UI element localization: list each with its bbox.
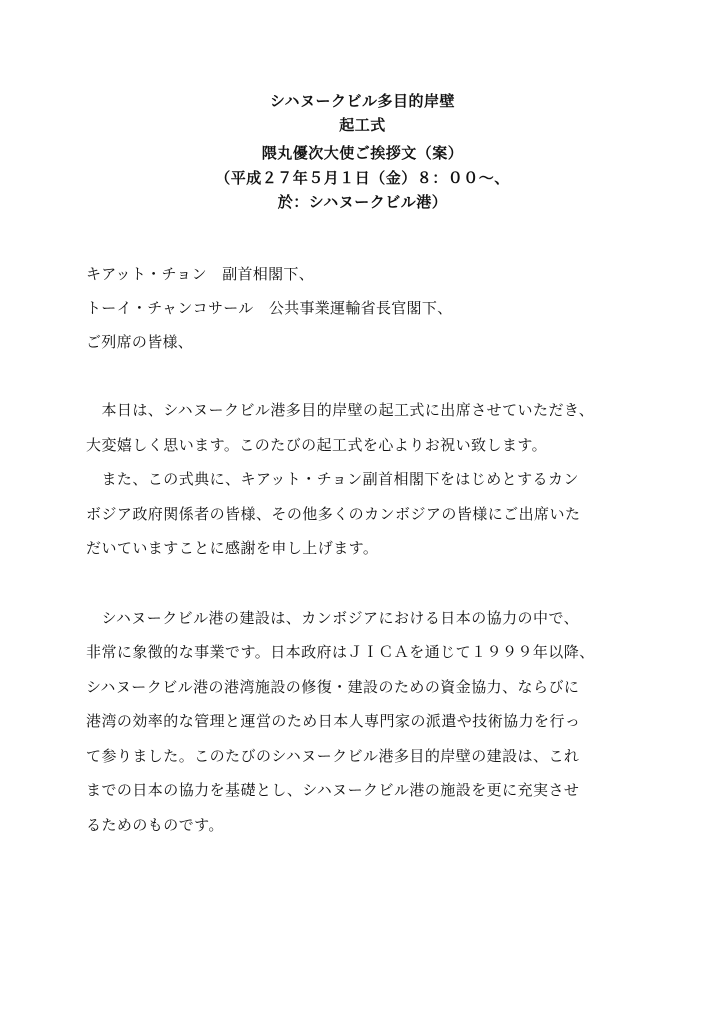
- text-line: るためのものです。: [86, 815, 224, 834]
- text-line: シハヌークビル港の建設は、カンボジアにおける日本の協力の中で、: [86, 608, 580, 627]
- text-line: までの日本の協力を基礎とし、シハヌークビル港の施設を更に充実させ: [86, 781, 580, 799]
- text-line: て参りました。このたびのシハヌークビル港多目的岸壁の建設は、これ: [86, 746, 580, 765]
- salutation-line: キアット・チョン 副首相閣下、: [86, 265, 315, 283]
- paragraph: [86, 462, 646, 566]
- document-header: [0, 89, 725, 214]
- text-line: 非常に象徴的な事業です。日本政府はＪＩＣＡを通じて１９９９年以降、: [86, 643, 595, 661]
- salutation-block: [86, 257, 686, 359]
- paragraph-gap: [86, 566, 646, 601]
- text-line: シハヌークビル港の港湾施設の修復・建設のための資金協力、ならびに: [86, 677, 580, 696]
- speech-title: 隈丸優次大使ご挨拶文（案）: [261, 144, 464, 162]
- text-line: 本日は、シハヌークビル港多目的岸壁の起工式に出席させていただき、: [86, 401, 595, 419]
- salutation-line: トーイ・チャンコサール 公共事業運輸省長官閣下、: [86, 299, 453, 317]
- event-date: （平成２７年５月１日（金）８：００～、: [215, 169, 510, 187]
- text-line: ボジア政府関係者の皆様、その他多くのカンボジアの皆様にご出席いた: [86, 504, 581, 523]
- event-subtitle: 起工式: [339, 116, 386, 134]
- speech-body: [86, 393, 646, 842]
- paragraph: [86, 393, 646, 462]
- text-line: 大変嬉しく思います。このたびの起工式を心よりお祝い致します。: [86, 435, 548, 454]
- event-place: 於：シハヌークビル港）: [277, 193, 448, 211]
- paragraph: [86, 601, 646, 843]
- salutation-line: ご列席の皆様、: [86, 333, 194, 351]
- text-line: 港湾の効率的な管理と運営のため日本人専門家の派遣や技術協力を行っ: [86, 712, 581, 730]
- text-line: だいていますことに感謝を申し上げます。: [86, 539, 379, 557]
- text-line: また、この式典に、キアット・チョン副首相閣下をはじめとするカン: [86, 470, 579, 488]
- event-title: シハヌークビル多目的岸壁: [270, 92, 455, 110]
